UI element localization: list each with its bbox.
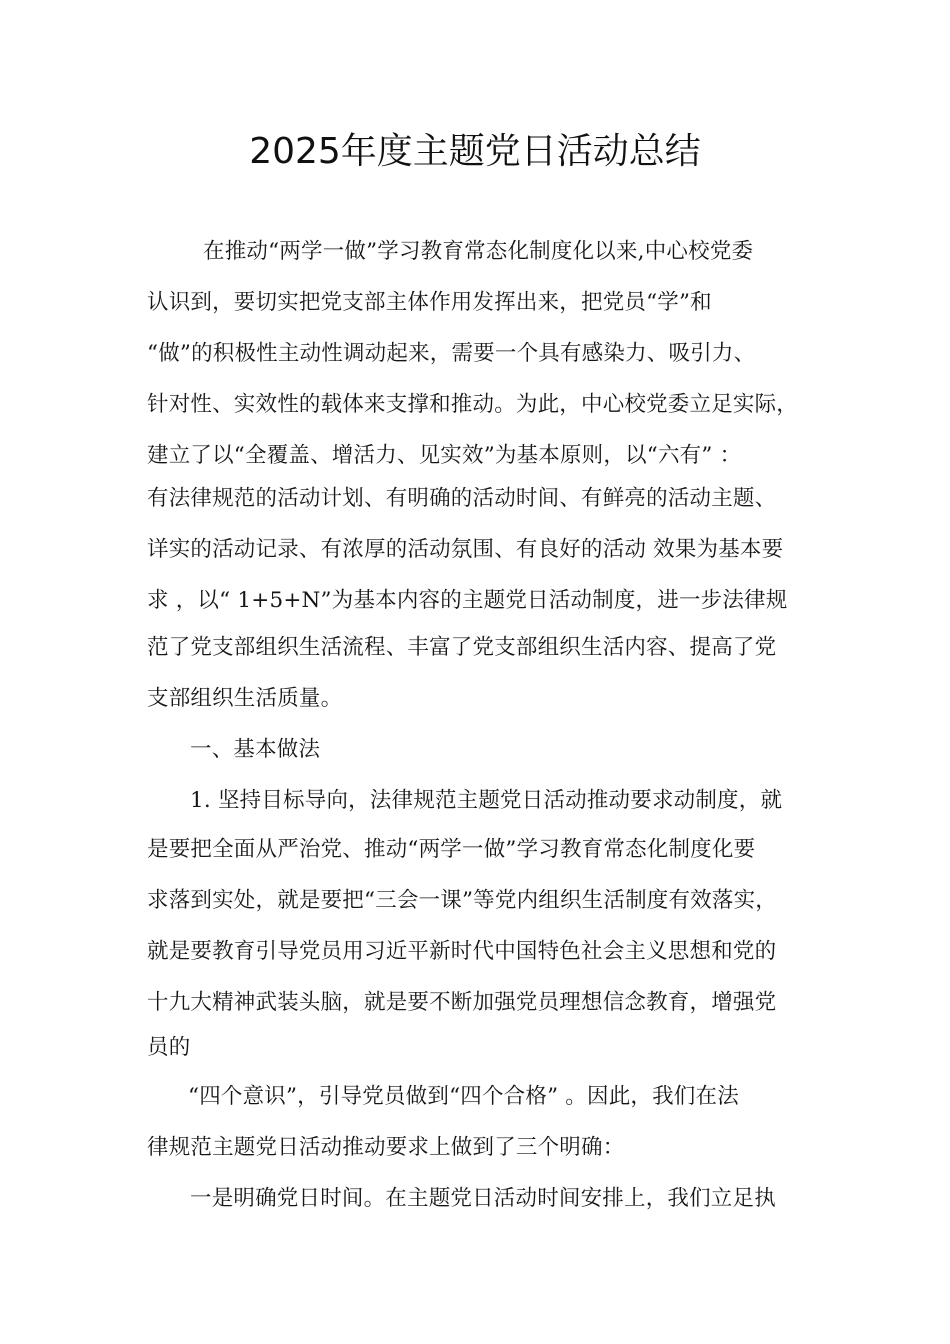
paragraph-line: 建立了以“全覆盖、增活力、见实效”为基本原则，以“六有” ： — [147, 443, 742, 468]
paragraph-line: 员的 — [147, 1035, 191, 1060]
section-heading: 一、基本做法 — [190, 737, 321, 762]
paragraph-line: 在推动“两学一做”学习教育常态化制度化以来,中心校党委 — [203, 239, 754, 264]
paragraph-line: 有法律规范的活动计划、有明确的活动时间、有鲜亮的活动主题、 — [147, 486, 777, 511]
paragraph-line: 范了党支部组织生活流程、丰富了党支部组织生活内容、提高了党 — [147, 635, 777, 660]
document-title: 2025年度主题党日活动总结 — [249, 131, 701, 172]
paragraph-line: 十九大精神武装头脑，就是要不断加强党员理想信念教育，增强党 — [147, 990, 777, 1015]
paragraph-line: 律规范主题党日活动推动要求上做到了三个明确： — [147, 1135, 625, 1160]
paragraph-line: 是要把全面从严治党、推动“两学一做”学习教育常态化制度化要 — [147, 837, 756, 862]
paragraph-line: 就是要教育引导党员用习近平新时代中国特色社会主义思想和党的 — [147, 939, 777, 964]
paragraph-line: 认识到，要切实把党支部主体作用发挥出来，把党员“学”和 — [147, 290, 712, 315]
paragraph-line: 1. 坚持目标导向，法律规范主题党日活动推动要求动制度，就 — [190, 788, 783, 813]
paragraph-line: 求 ，以“ 1+5+N”为基本内容的主题党日活动制度，进一步法律规 — [147, 588, 788, 613]
paragraph-line: “四个意识”，引导党员做到“四个合格” 。因此，我们在法 — [188, 1084, 739, 1109]
paragraph-line: “做”的积极性主动性调动起来，需要一个具有感染力、吸引力、 — [147, 341, 756, 366]
paragraph-line: 支部组织生活质量。 — [147, 686, 343, 711]
paragraph-line: 一是明确党日时间。在主题党日活动时间安排上，我们立足执 — [190, 1186, 776, 1211]
paragraph-line: 针对性、实效性的载体来支撑和推动。为此，中心校党委立足实际， — [147, 392, 799, 417]
paragraph-line: 详实的活动记录、有浓厚的活动氛围、有良好的活动 效果为基本要 — [147, 537, 784, 562]
paragraph-line: 求落到实处，就是要把“三会一课”等党内组织生活制度有效落实， — [147, 888, 777, 913]
